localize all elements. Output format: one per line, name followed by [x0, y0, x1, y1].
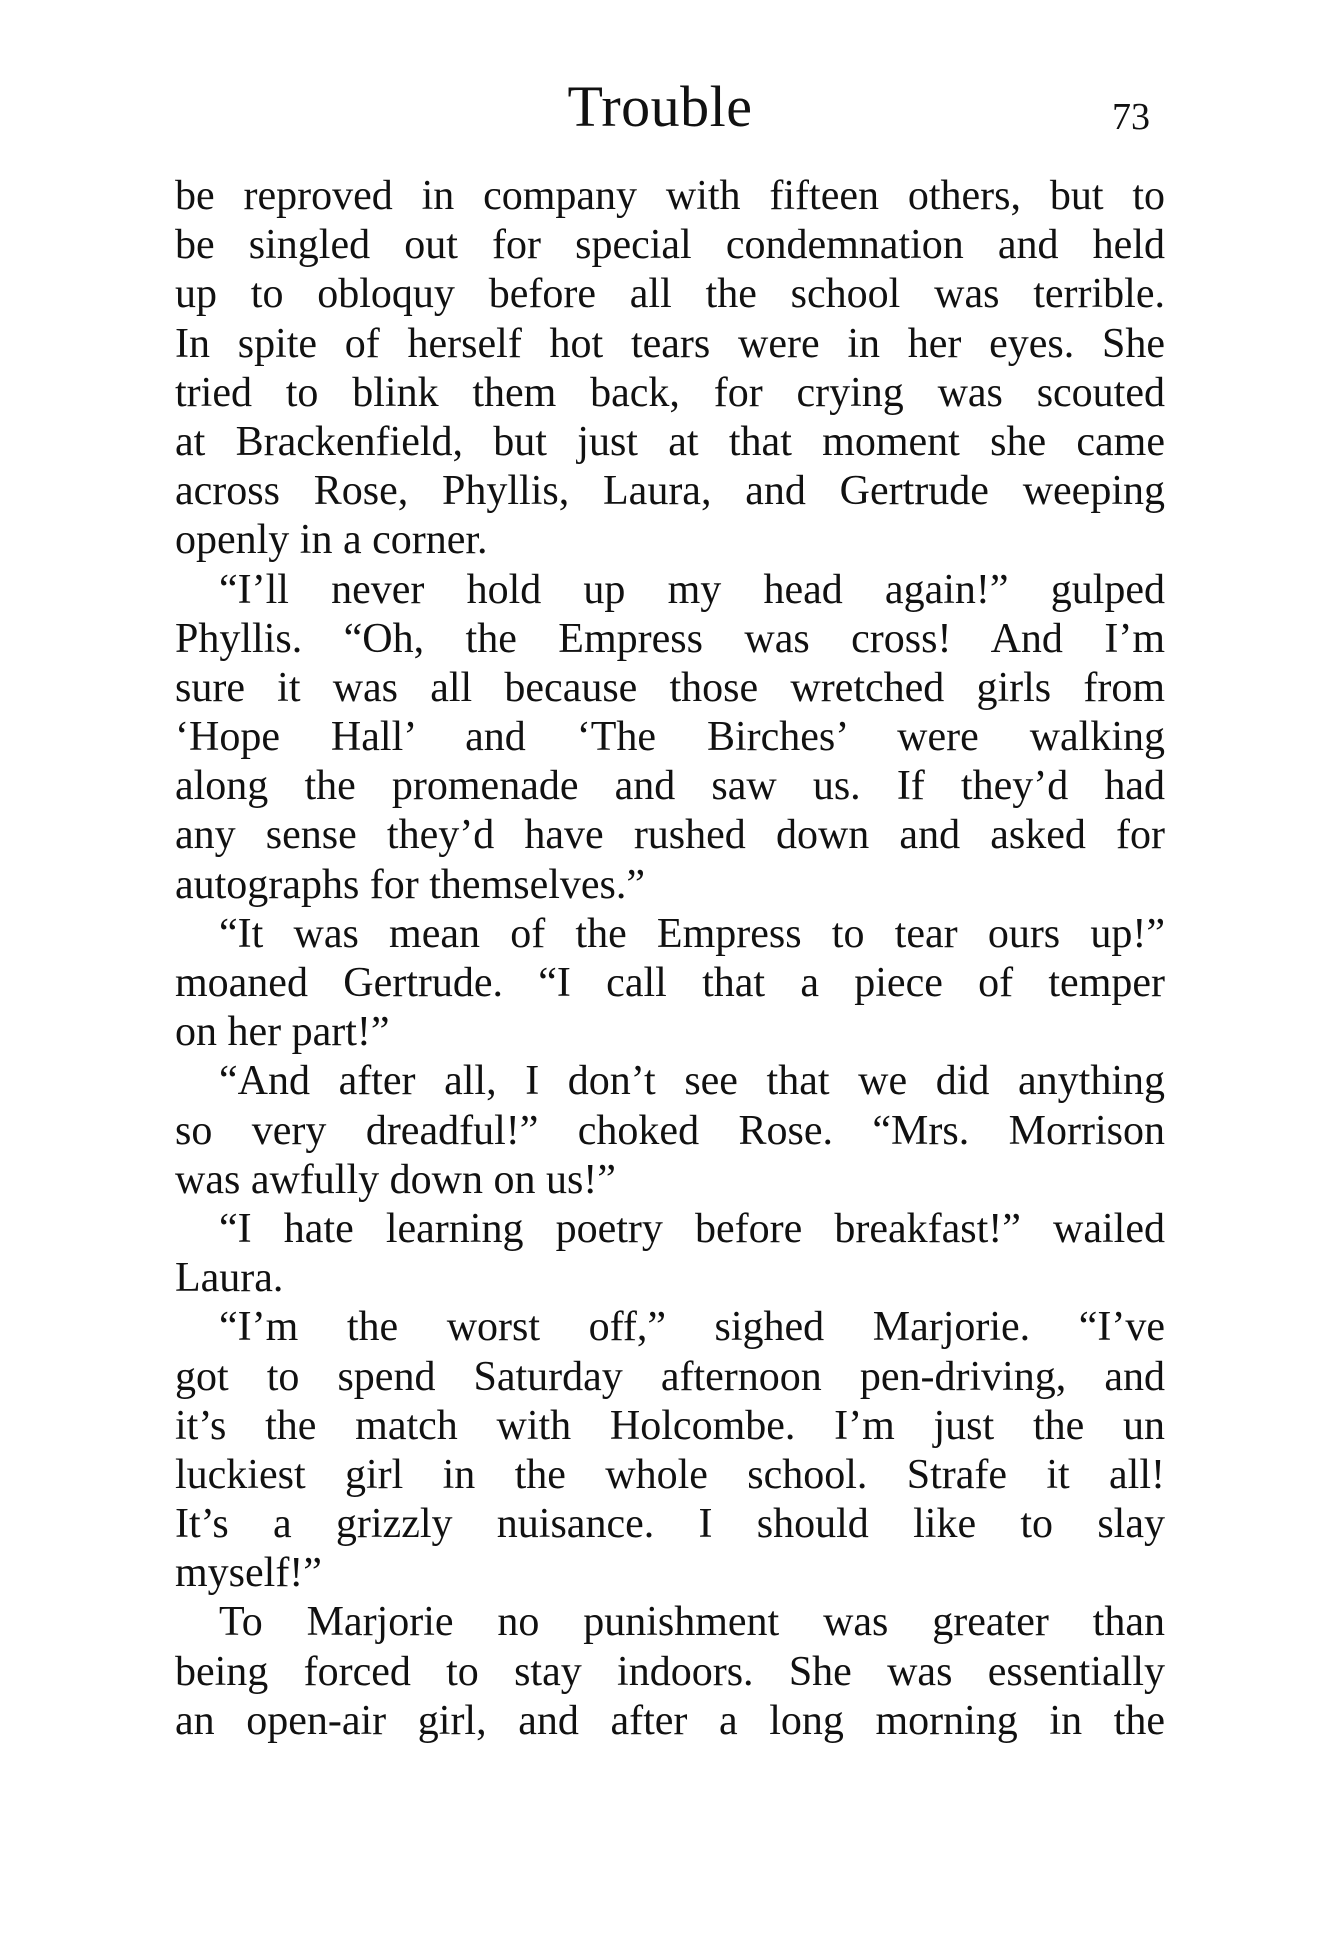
text-line: on her part!” — [175, 1009, 390, 1056]
text-line: an open-air girl, and after a long morning in the — [175, 1697, 1165, 1744]
text-line: be singled out for special condemnation and held — [175, 222, 1165, 269]
page-number: 73 — [1112, 96, 1150, 138]
text-line: sure it was all because those wretched girls from — [175, 664, 1165, 711]
text-line: it’s the match with Holcombe. I’m just the un — [175, 1402, 1165, 1449]
text-line: being forced to stay indoors. She was essentially — [175, 1648, 1165, 1695]
text-line: was awfully down on us!” — [175, 1156, 616, 1203]
text-line: “I’ll never hold up my head again!” gulped — [219, 566, 1165, 613]
text-line: “I’m the worst off,” sighed Marjorie. “I’ve — [219, 1304, 1165, 1351]
text-line: autographs for themselves.” — [175, 861, 646, 908]
text-line: To Marjorie no punishment was greater than — [219, 1599, 1165, 1646]
text-line: In spite of herself hot tears were in her eyes. She — [175, 320, 1165, 367]
text-line: luckiest girl in the whole school. Strafe it all! — [175, 1451, 1165, 1498]
text-line: got to spend Saturday afternoon pen-driving, and — [175, 1353, 1165, 1400]
text-line: moaned Gertrude. “I call that a piece of temper — [175, 960, 1165, 1006]
running-title: Trouble — [567, 74, 753, 139]
text-line: at Brackenfield, but just at that moment she came — [175, 418, 1165, 465]
text-line: across Rose, Phyllis, Laura, and Gertrude weeping — [175, 468, 1165, 515]
text-line: “And after all, I don’t see that we did anything — [219, 1058, 1165, 1105]
text-line: up to obloquy before all the school was terrible. — [175, 271, 1165, 318]
text-line: openly in a corner. — [175, 517, 488, 564]
body-text — [175, 172, 1165, 1746]
text-line: tried to blink them back, for crying was scouted — [175, 369, 1165, 416]
text-line: along the promenade and saw us. If they’d had — [175, 763, 1165, 810]
text-line: myself!” — [175, 1550, 322, 1597]
text-line: It’s a grizzly nuisance. I should like to slay — [175, 1501, 1165, 1548]
text-line: “I hate learning poetry before breakfast!” wailed — [219, 1205, 1165, 1252]
text-line: “It was mean of the Empress to tear ours up!” — [219, 910, 1165, 957]
text-line: Laura. — [175, 1255, 284, 1302]
text-line: Phyllis. “Oh, the Empress was cross! And I’m — [175, 615, 1165, 662]
text-line: any sense they’d have rushed down and asked for — [175, 812, 1165, 859]
text-line: ‘Hope Hall’ and ‘The Birches’ were walking — [175, 714, 1165, 761]
text-line: be reproved in company with fifteen others, but to — [175, 173, 1165, 219]
running-head — [0, 72, 1320, 142]
text-line: so very dreadful!” choked Rose. “Mrs. Morrison — [175, 1107, 1165, 1154]
